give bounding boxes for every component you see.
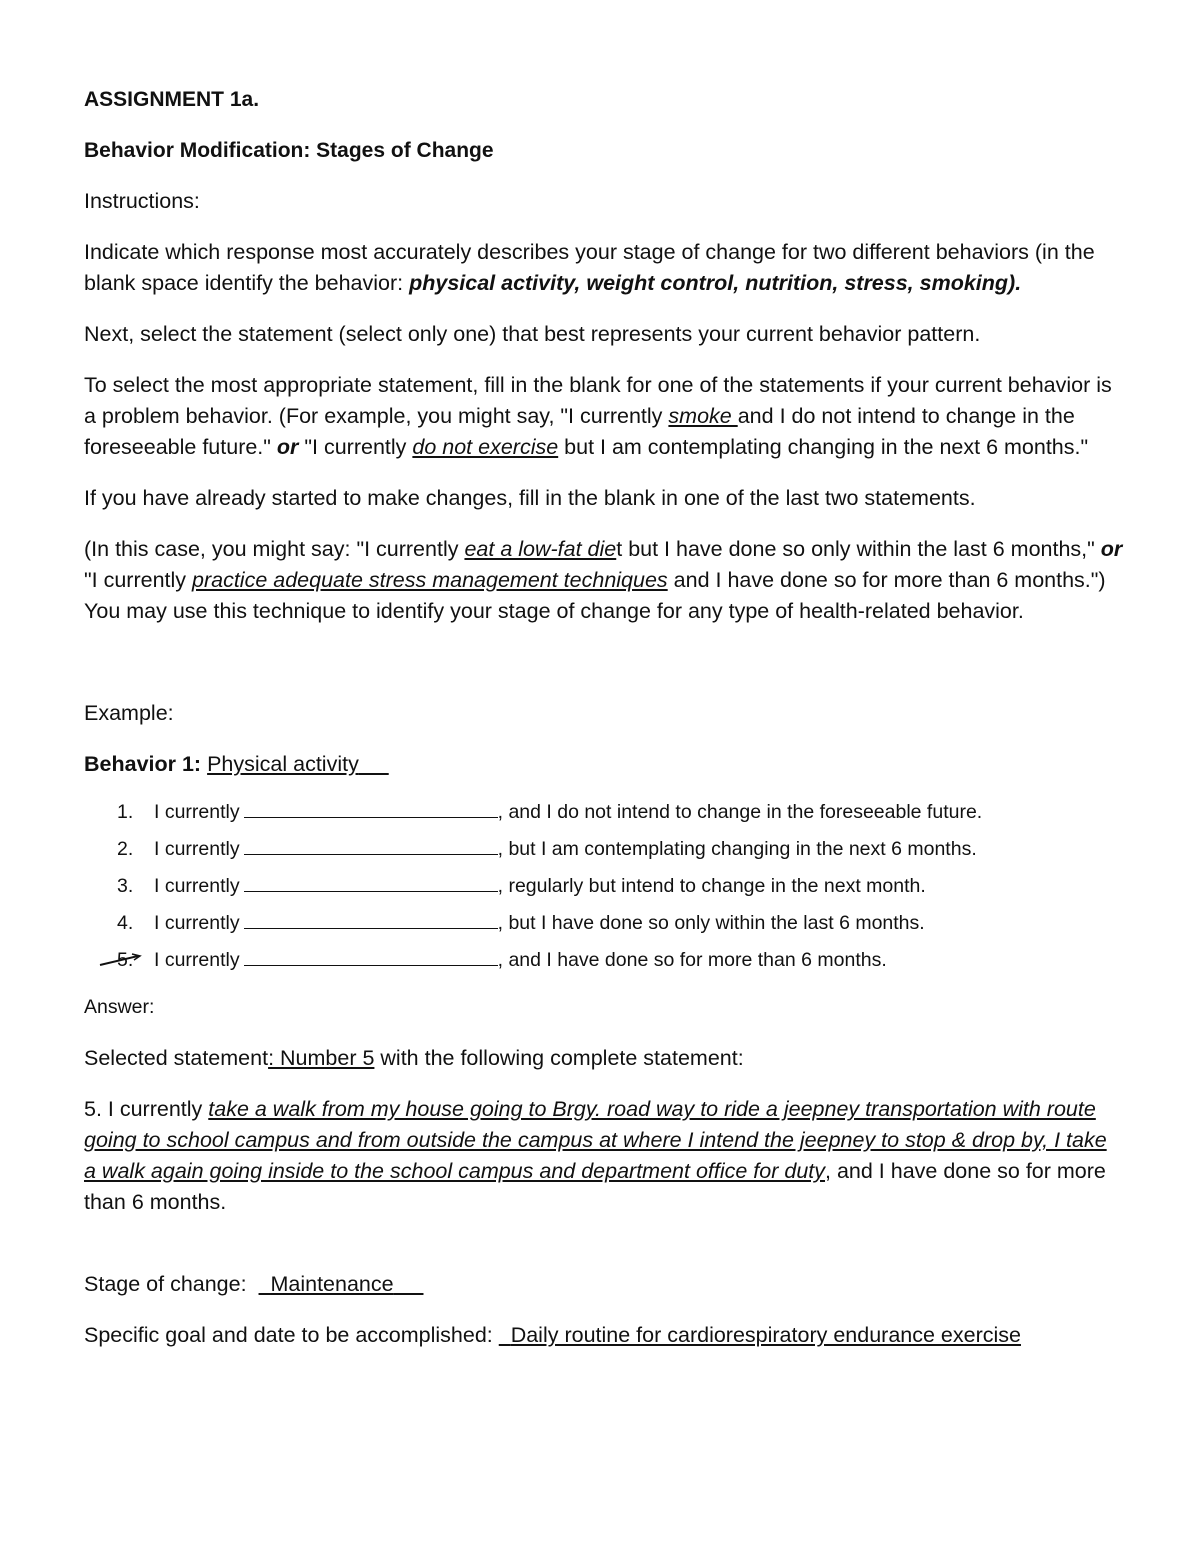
instructions-paragraph-4: If you have already started to make changes, fill in the blank in one of the last two statements. <box>84 486 976 510</box>
example-low-fat-diet: eat a low-fat die <box>464 537 617 561</box>
assignment-title: ASSIGNMENT 1a. <box>84 88 260 111</box>
complete-statement-fill: take a walk from my house going to Brgy. road way to ride a jeepney transportation with route going to school campus and from outside the campus at where I intend the jeepney to stop & drop by, I take a walk again going inside to the school campus and department office for duty <box>84 1097 1107 1183</box>
example-stress-management: practice adequate stress management techniques <box>192 568 668 592</box>
behavior-line <box>84 749 1124 780</box>
statement-blank <box>244 869 498 892</box>
statement-list <box>84 794 1124 979</box>
instructions-paragraph-1: Indicate which response most accurately describes your stage of change for two different behaviors (in the blank space identify the behavior: physical activity, weight control, nutrition, stress, smoking). <box>84 240 1095 295</box>
statement-item-4: 4. I currently , but I have done so only within the last 6 months. <box>84 905 1124 942</box>
statement-blank <box>244 795 498 818</box>
statement-item-2: 2. I currently , but I am contemplating changing in the next 6 months. <box>84 831 1124 868</box>
instructions-paragraph-2: Next, select the statement (select only one) that best represents your current behavior pattern. <box>84 322 981 346</box>
selected-number: : Number 5 <box>268 1046 375 1070</box>
instructions-paragraph-3: To select the most appropriate statement, fill in the blank for one of the statements if your current behavior is a problem behavior. (For example, you might say, "I currently smoke and I do not intend to change in the foreseeable future." or "I currently do not exercise but I am contemplating changing in the next 6 months." <box>84 373 1112 459</box>
statement-item-5: 5. I currently , and I have done so for more than 6 months. <box>84 942 1124 979</box>
example-smoke: smoke <box>668 404 738 428</box>
selected-statement: Selected statement: Number 5 with the following complete statement: <box>84 1046 744 1070</box>
statement-item-1: 1. I currently , and I do not intend to change in the foreseeable future. <box>84 794 1124 831</box>
statement-item-3: 3. I currently , regularly but intend to change in the next month. <box>84 868 1124 905</box>
statement-blank <box>244 832 498 855</box>
instructions-paragraph-5: (In this case, you might say: "I currently eat a low-fat diet but I have done so only within the last 6 months," or "I currently practice adequate stress management techniques and I have done so for more than 6 months.") You may use this technique to identify your stage of change for any type of health-related behavior. <box>84 537 1123 623</box>
stage-label: Stage of change: <box>84 1272 247 1296</box>
instructions-heading: Instructions: <box>84 189 200 213</box>
goal-label: Specific goal and date to be accomplished: <box>84 1323 493 1347</box>
assignment-subtitle: Behavior Modification: Stages of Change <box>84 139 494 162</box>
statement-blank <box>244 943 498 966</box>
behavior-label: Behavior 1: <box>84 752 202 776</box>
check-mark-icon <box>98 948 144 970</box>
stage-value: Maintenance <box>270 1272 394 1296</box>
behavior-value: Physical activity <box>207 752 359 776</box>
stage-of-change <box>84 1269 1124 1300</box>
goal-value: Daily routine for cardiorespiratory endurance exercise <box>510 1323 1021 1347</box>
complete-statement: 5. I currently take a walk from my house going to Brgy. road way to ride a jeepney transportation with route going to school campus and from outside the campus at where I intend the jeepney to stop & drop by, I take a walk again going inside to the school campus and department office for duty, and I have done so for more than 6 months. <box>84 1097 1107 1214</box>
statement-blank <box>244 906 498 929</box>
example-label: Example: <box>84 701 174 725</box>
example-do-not-exercise: do not exercise <box>412 435 559 459</box>
answer-label: Answer: <box>84 996 155 1018</box>
document-page <box>84 84 1124 1351</box>
behavior-list-emphasis: physical activity, weight control, nutrition, stress, smoking). <box>409 271 1022 295</box>
specific-goal <box>84 1320 1124 1351</box>
